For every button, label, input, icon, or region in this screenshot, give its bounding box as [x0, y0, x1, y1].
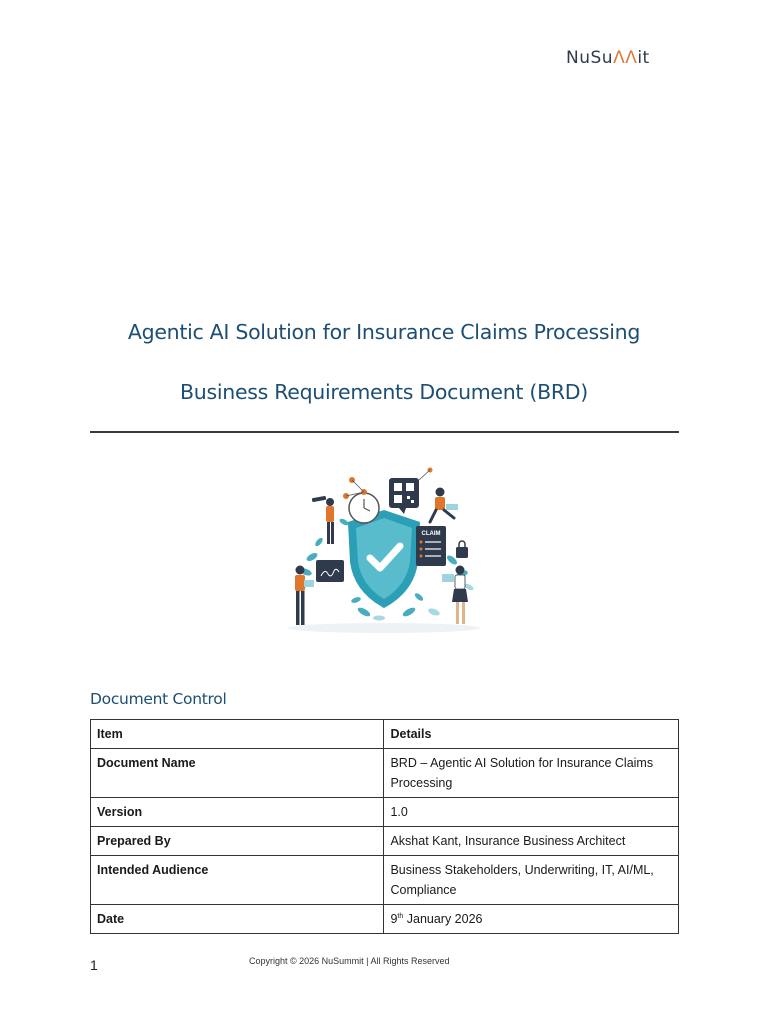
row-details: [384, 905, 679, 934]
row-item: Version: [91, 798, 384, 827]
nusummit-logo: [566, 44, 680, 72]
row-item: Date: [91, 905, 384, 934]
column-header-item: Item: [91, 720, 384, 749]
column-header-details: Details: [384, 720, 679, 749]
copyright-notice: Copyright © 2026 NuSummit | All Rights Reserved: [249, 956, 450, 966]
table-row: [91, 905, 679, 934]
table-row: [91, 749, 679, 798]
table-header-row: [91, 720, 679, 749]
row-details: 1.0: [384, 798, 679, 827]
date-day: 9: [390, 912, 398, 926]
date-rest: January 2026: [403, 912, 483, 926]
row-details: Business Stakeholders, Underwriting, IT, AI/ML, Compliance: [384, 856, 679, 905]
insurance-claims-illustration: [284, 462, 484, 634]
row-item: Prepared By: [91, 827, 384, 856]
row-item: Document Name: [91, 749, 384, 798]
row-details: BRD – Agentic AI Solution for Insurance Claims Processing: [384, 749, 679, 798]
table-row: [91, 827, 679, 856]
document-subtitle: Business Requirements Document (BRD): [180, 380, 588, 404]
title-divider: [90, 431, 679, 433]
table-row: [91, 856, 679, 905]
date-ordinal-suffix: th: [397, 912, 404, 920]
page-number: 1: [90, 957, 98, 973]
document-control-heading: Document Control: [90, 690, 227, 708]
table-row: [91, 798, 679, 827]
row-item: Intended Audience: [91, 856, 384, 905]
document-title: Agentic AI Solution for Insurance Claims Processing: [127, 320, 641, 344]
claim-label: CLAIM: [421, 531, 441, 537]
logo-text: NuSuΛΛit: [566, 48, 650, 68]
row-details: Akshat Kant, Insurance Business Architect: [384, 827, 679, 856]
document-control-table: [90, 719, 679, 934]
